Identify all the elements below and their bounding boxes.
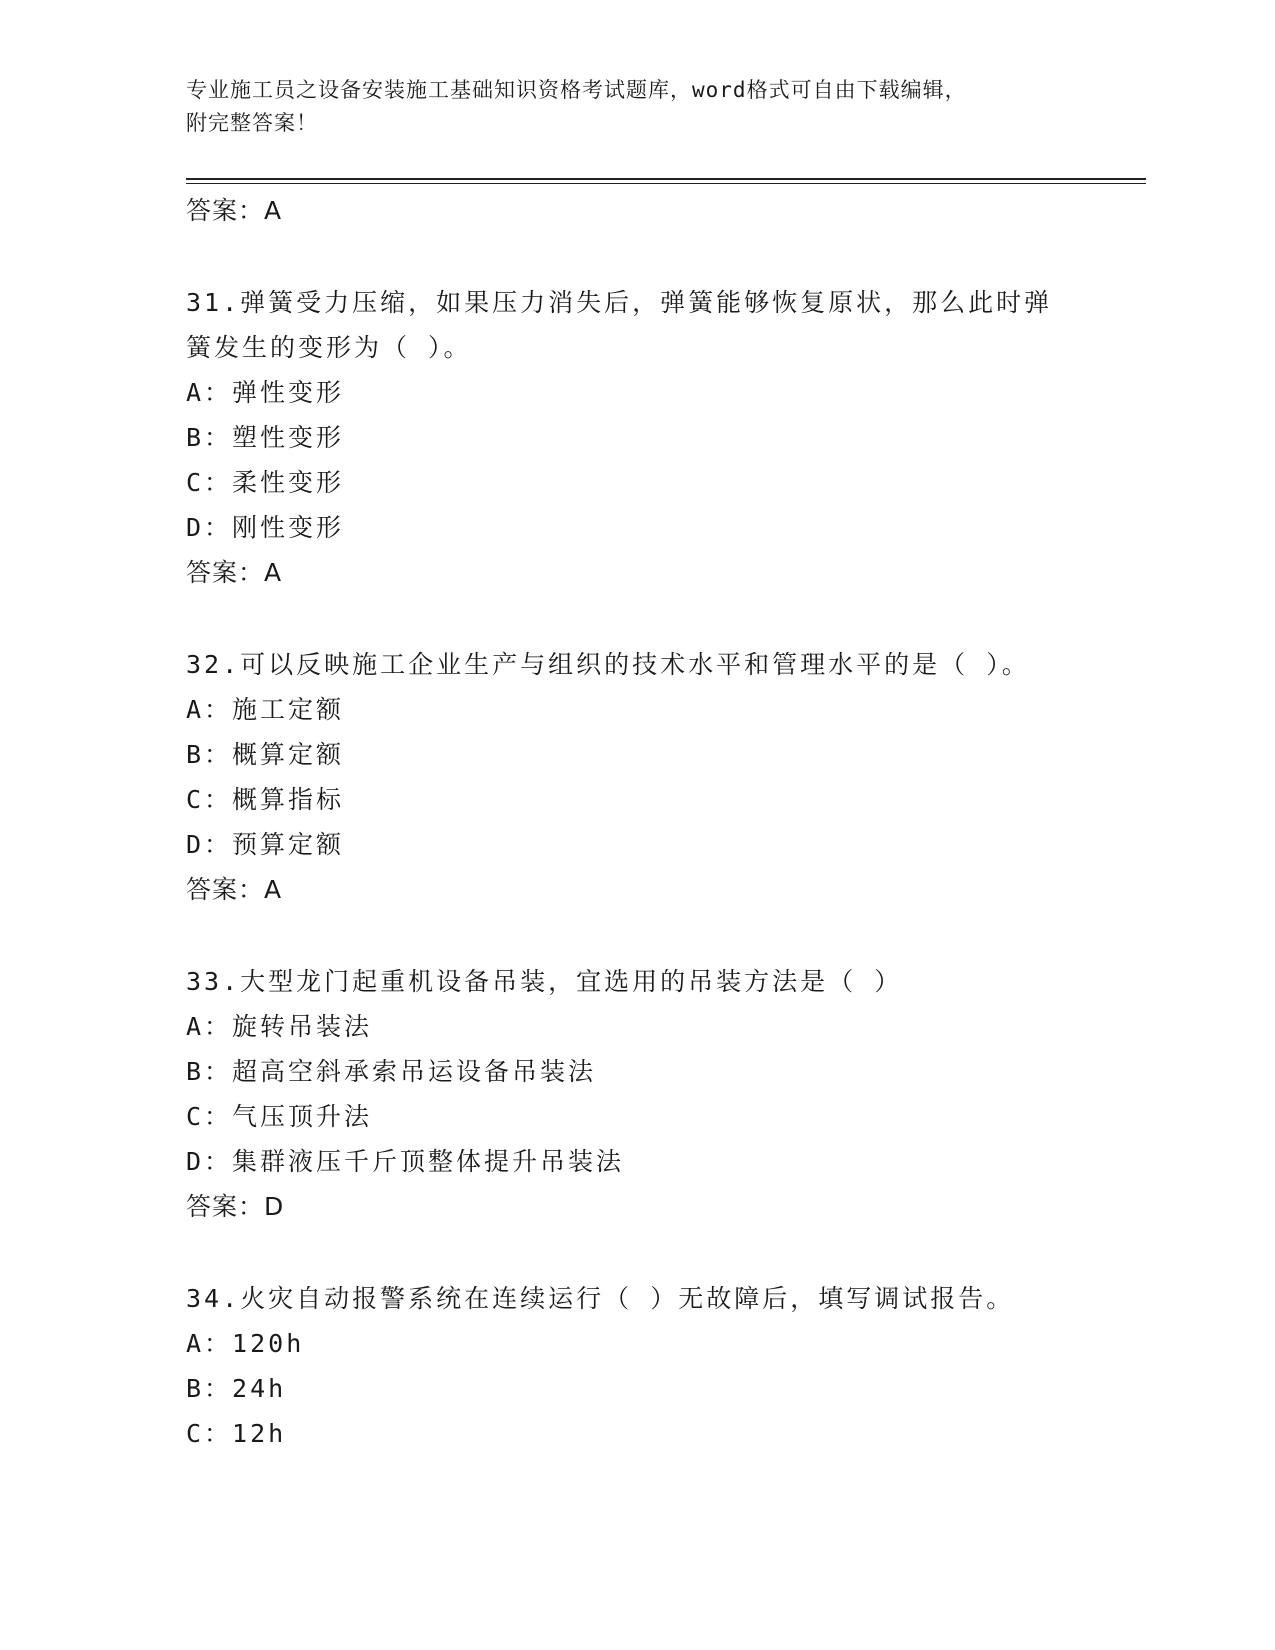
option-b: B：塑性变形: [186, 423, 345, 452]
document-header: [186, 74, 1086, 140]
option-c: C：气压顶升法: [186, 1102, 373, 1131]
question-34: [186, 1276, 1106, 1456]
option-d: D：预算定额: [186, 830, 345, 859]
option-a: A：施工定额: [186, 695, 345, 724]
option-a: A：120h: [186, 1329, 305, 1358]
option-c: C：概算指标: [186, 785, 345, 814]
answer-line: 答案：D: [186, 1192, 285, 1221]
answer-line: 答案：A: [186, 558, 283, 587]
option-d: D：刚性变形: [186, 513, 345, 542]
question-text: 34.火灾自动报警系统在连续运行（ ）无故障后，填写调试报告。: [186, 1284, 1015, 1313]
option-b: B：概算定额: [186, 740, 345, 769]
question-33: [186, 959, 1106, 1229]
option-d: D：集群液压千斤顶整体提升吊装法: [186, 1147, 625, 1176]
header-line-1: 专业施工员之设备安装施工基础知识资格考试题库，word格式可自由下载编辑，: [186, 78, 967, 102]
question-text: 33.大型龙门起重机设备吊装，宜选用的吊装方法是（ ）: [186, 967, 903, 996]
question-32: [186, 642, 1106, 912]
answer-line: 答案：A: [186, 196, 283, 225]
header-divider-thin: [186, 183, 1146, 184]
question-text-continued: 簧发生的变形为（ ）。: [186, 333, 472, 362]
answer-line: 答案：A: [186, 875, 283, 904]
question-text: 32.可以反映施工企业生产与组织的技术水平和管理水平的是（ ）。: [186, 650, 1030, 679]
header-divider-thick: [186, 178, 1146, 180]
question-31: [186, 280, 1106, 595]
option-c: C：柔性变形: [186, 468, 345, 497]
option-b: B：超高空斜承索吊运设备吊装法: [186, 1057, 597, 1086]
question-text: 31.弹簧受力压缩，如果压力消失后，弹簧能够恢复原状，那么此时弹: [186, 288, 1053, 317]
option-a: A：旋转吊装法: [186, 1012, 373, 1041]
option-c: C：12h: [186, 1419, 287, 1448]
question-list: [186, 188, 1106, 1456]
header-line-2: 附完整答案！: [186, 111, 318, 135]
option-a: A：弹性变形: [186, 378, 345, 407]
option-b: B：24h: [186, 1374, 287, 1403]
